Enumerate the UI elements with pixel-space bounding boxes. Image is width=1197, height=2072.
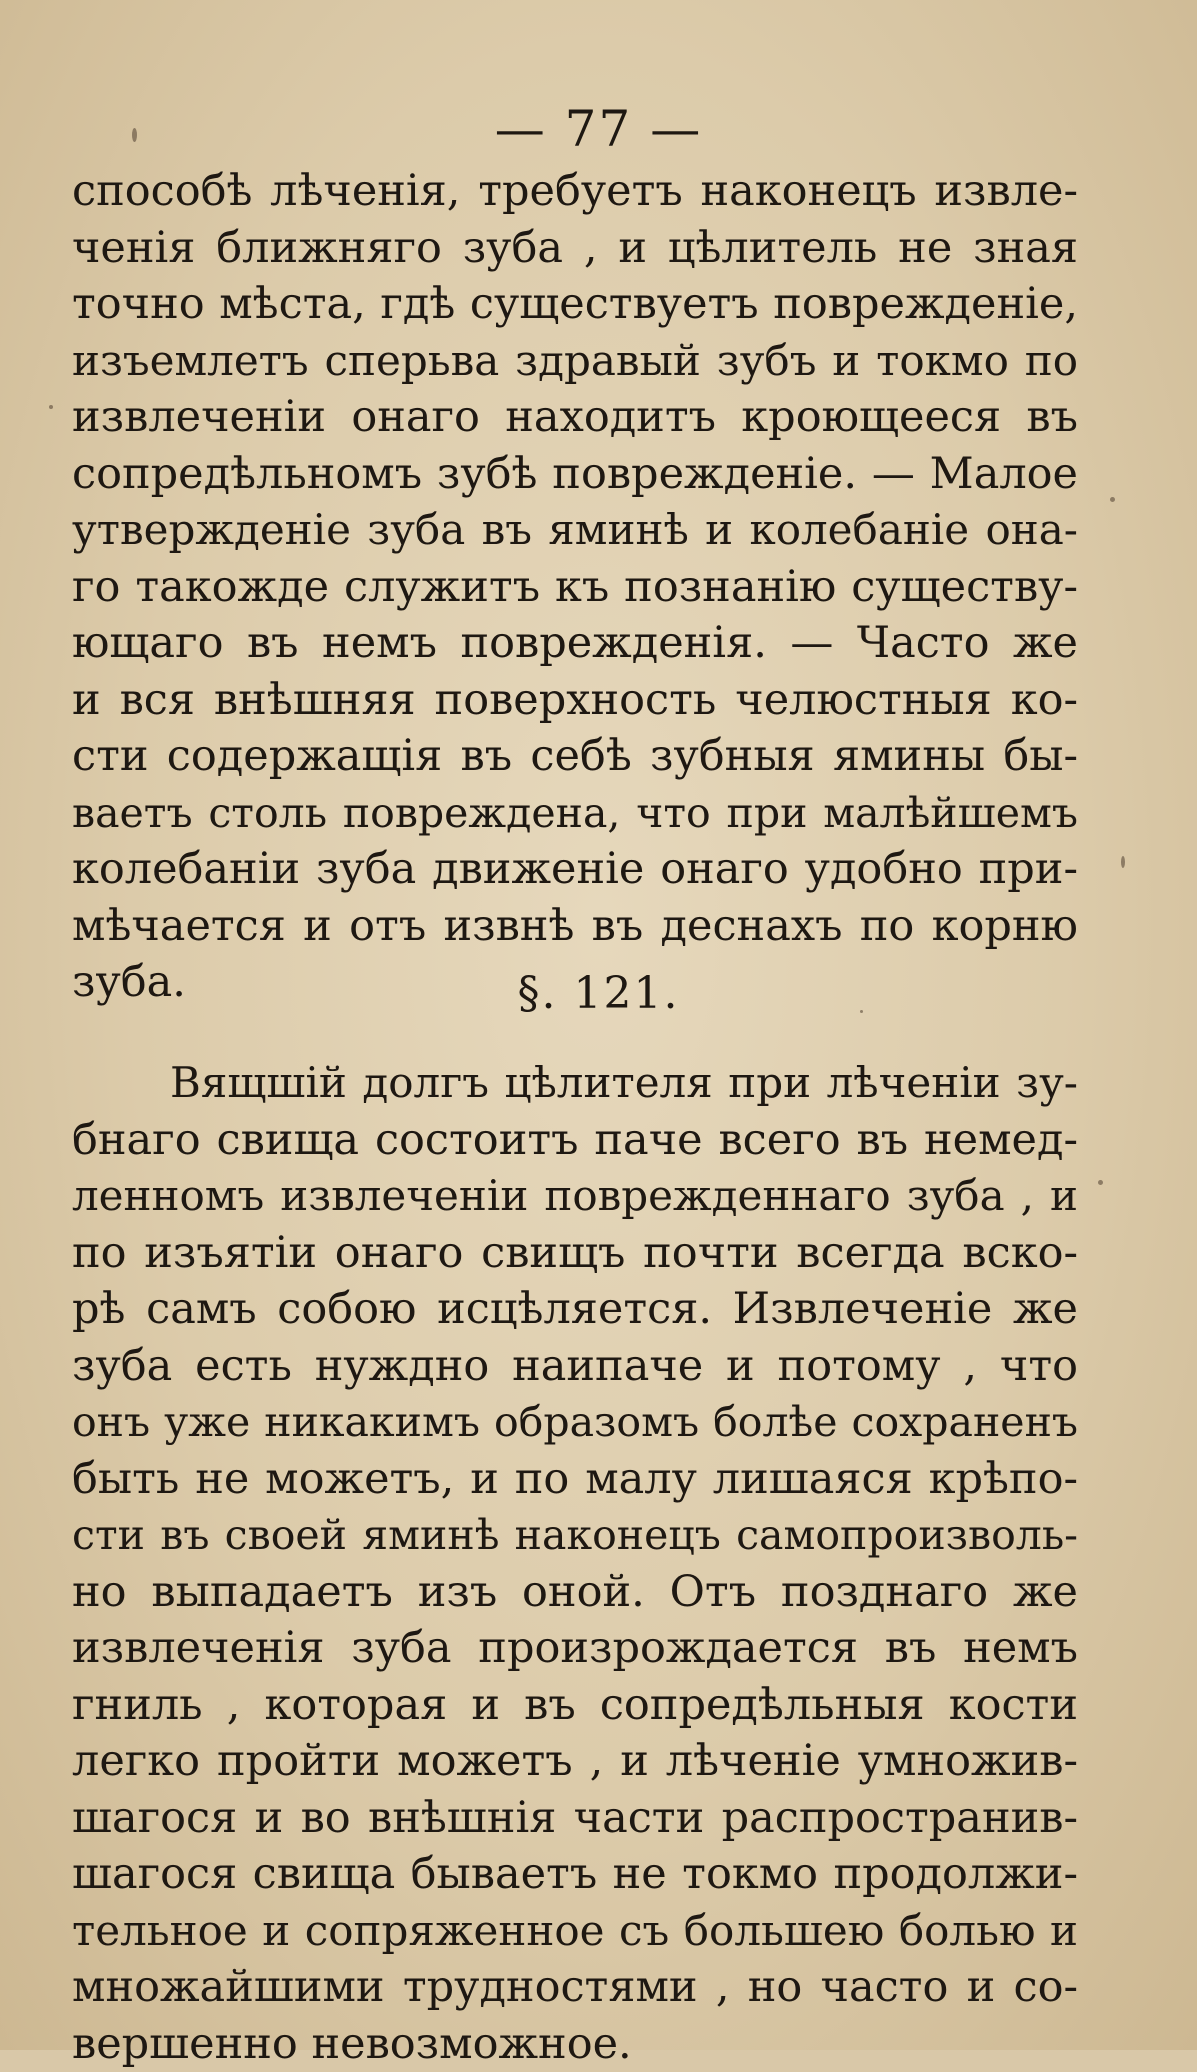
text-line: изъемлетъ сперьва здравый зубъ и токмо по — [72, 333, 1078, 390]
text-line: рѣ самъ собою исцѣляется. Извлеченіе же — [72, 1281, 1078, 1338]
paragraph-2 — [72, 1055, 1078, 2072]
text-line: быть не можетъ, и по малу лишаяся крѣпо- — [72, 1451, 1078, 1508]
text-line: ченія ближняго зуба , и цѣлитель не зная — [72, 220, 1078, 277]
text-line: множайшими трудностями , но часто и со- — [72, 1959, 1078, 2016]
text-line: Вящшій долгъ цѣлителя при лѣченіи зу- — [72, 1055, 1078, 1112]
page-number: — 77 — — [0, 100, 1197, 158]
paper-speck — [1110, 497, 1115, 502]
text-line: мѣчается и отъ извнѣ въ деснахъ по корню — [72, 898, 1078, 955]
paper-speck — [1121, 856, 1125, 868]
text-line: ленномъ извлеченіи поврежденнаго зуба , и — [72, 1168, 1078, 1225]
text-line: гниль , которая и въ сопредѣльныя кости — [72, 1677, 1078, 1734]
text-line: сти содержащія въ себѣ зубныя ямины бы- — [72, 728, 1078, 785]
text-line: ющаго въ немъ поврежденія. — Часто же — [72, 615, 1078, 672]
text-line: сопредѣльномъ зубѣ поврежденіе. — Малое — [72, 446, 1078, 503]
text-line: шагося свища бываетъ не токмо продолжи- — [72, 1846, 1078, 1903]
text-line: колебаніи зуба движеніе онаго удобно при- — [72, 841, 1078, 898]
text-line: ваетъ столь повреждена, что при малѣйшемъ — [72, 785, 1078, 842]
text-line: зуба. — [72, 954, 1078, 1011]
text-line: тельное и сопряженное съ большею болью и — [72, 1903, 1078, 1960]
text-line: но выпадаетъ изъ оной. Отъ позднаго же — [72, 1564, 1078, 1621]
text-line: утвержденіе зуба въ яминѣ и колебаніе она- — [72, 502, 1078, 559]
paper-speck — [1098, 1180, 1103, 1185]
paper-speck — [860, 1010, 863, 1013]
paragraph-1 — [72, 163, 1078, 1011]
text-line: извлеченіи онаго находитъ кроющееся въ — [72, 389, 1078, 446]
paper-speck — [49, 405, 53, 409]
paper-speck — [132, 128, 137, 142]
text-line: по изъятіи онаго свищъ почти всегда вско- — [72, 1225, 1078, 1282]
text-line: и вся внѣшняя поверхность челюстныя ко- — [72, 672, 1078, 729]
section-heading: §. 121. — [0, 968, 1197, 1019]
text-line: онъ уже никакимъ образомъ болѣе сохраненъ — [72, 1394, 1078, 1451]
text-line: вершенно невозможное. — [72, 2016, 1078, 2072]
text-line: го такожде служитъ къ познанію существу- — [72, 559, 1078, 616]
text-line: шагося и во внѣшнія части распространив- — [72, 1790, 1078, 1847]
text-line: сти въ своей яминѣ наконецъ самопроизволь- — [72, 1507, 1078, 1564]
text-line: легко пройти можетъ , и лѣченіе умножив- — [72, 1733, 1078, 1790]
text-line: способѣ лѣченія, требуетъ наконецъ извле- — [72, 163, 1078, 220]
text-line: бнаго свища состоитъ паче всего въ немед- — [72, 1112, 1078, 1169]
text-line: точно мѣста, гдѣ существуетъ поврежденіе, — [72, 276, 1078, 333]
text-line: зуба есть нуждно наипаче и потому , что — [72, 1338, 1078, 1395]
text-line: извлеченія зуба произрождается въ немъ — [72, 1620, 1078, 1677]
